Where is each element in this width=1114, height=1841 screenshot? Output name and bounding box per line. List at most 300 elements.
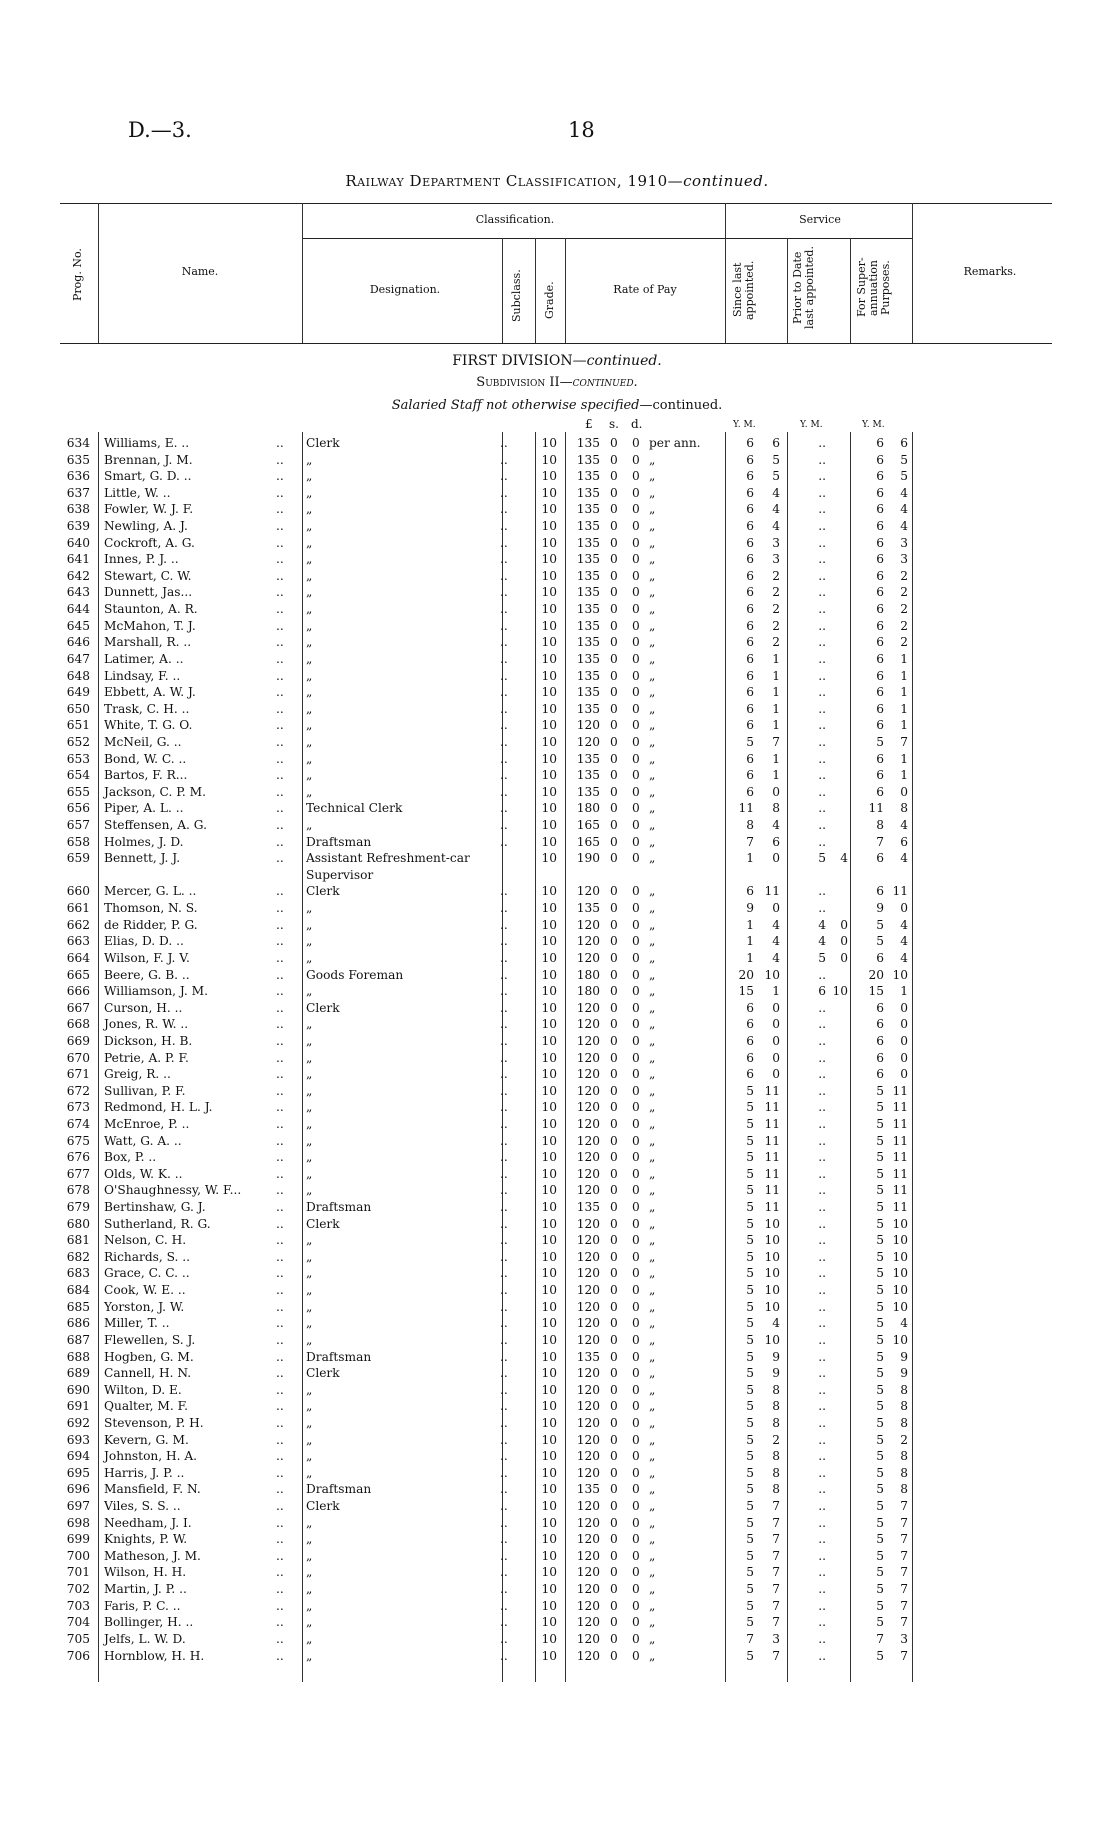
employee-name: Smart, G. D. .. xyxy=(104,469,192,484)
pay-shillings: 0 xyxy=(610,718,618,733)
since-months: 10 xyxy=(764,1332,780,1347)
table-row xyxy=(0,1199,1114,1216)
prior-years: .. xyxy=(818,1366,826,1381)
prior-years: .. xyxy=(818,718,826,733)
super-months: 7 xyxy=(900,1499,908,1514)
pay-shillings: 0 xyxy=(610,519,618,534)
prior-years: .. xyxy=(818,469,826,484)
since-years: 5 xyxy=(746,1532,754,1547)
table-row xyxy=(0,535,1114,552)
leader-dots: .. xyxy=(500,1449,508,1464)
col-remarks: Remarks. xyxy=(963,265,1017,278)
leader-dots: .. xyxy=(500,1083,508,1098)
pay-period: „ xyxy=(649,901,656,916)
grade: 10 xyxy=(541,1233,557,1248)
pay-shillings: 0 xyxy=(610,436,618,450)
prog-no: 667 xyxy=(66,1000,90,1015)
grade: 10 xyxy=(541,950,557,965)
since-months: 2 xyxy=(772,568,780,583)
prior-years: .. xyxy=(818,1515,826,1530)
employee-name: Bartos, F. R... xyxy=(104,768,188,783)
prog-no: 682 xyxy=(66,1249,90,1264)
employee-name: Williams, E. .. xyxy=(104,436,190,450)
since-years: 8 xyxy=(746,818,754,833)
prior-years: .. xyxy=(818,967,826,982)
pay-shillings: 0 xyxy=(610,734,618,749)
leader-dots: .. xyxy=(500,469,508,484)
designation: „ xyxy=(306,1548,313,1563)
pay-pounds: 120 xyxy=(576,917,600,932)
designation: „ xyxy=(306,502,313,517)
pay-shillings: 0 xyxy=(610,1050,618,1065)
since-years: 1 xyxy=(746,851,754,866)
pay-period: „ xyxy=(649,502,656,517)
prog-no: 641 xyxy=(66,552,90,567)
leader-dots: .. xyxy=(276,1299,284,1314)
prog-no: 690 xyxy=(66,1382,90,1397)
super-months: 11 xyxy=(892,1100,908,1115)
pay-period: „ xyxy=(649,1382,656,1397)
table-row xyxy=(0,1282,1114,1299)
prog-no: 658 xyxy=(66,834,90,849)
super-months: 11 xyxy=(892,1183,908,1198)
grade: 10 xyxy=(541,1299,557,1314)
prior-years: .. xyxy=(818,884,826,899)
pay-period: „ xyxy=(649,635,656,650)
designation: „ xyxy=(306,1083,313,1098)
pay-period: „ xyxy=(649,1332,656,1347)
designation: „ xyxy=(306,1598,313,1613)
table-row xyxy=(0,1066,1114,1083)
prior-years: .. xyxy=(818,801,826,816)
page-title: Railway Department Classification, 1910—continued. xyxy=(345,172,769,190)
employee-name: Cannell, H. N. xyxy=(104,1366,192,1381)
pay-period: „ xyxy=(649,1233,656,1248)
pay-pence: 0 xyxy=(632,1316,640,1331)
super-years: 5 xyxy=(876,1133,884,1148)
since-months: 2 xyxy=(772,635,780,650)
employee-name: Bollinger, H. .. xyxy=(104,1615,194,1630)
grade: 10 xyxy=(541,535,557,550)
pay-shillings: 0 xyxy=(610,651,618,666)
since-months: 11 xyxy=(764,1083,780,1098)
prior-years: .. xyxy=(818,1449,826,1464)
table-row xyxy=(0,452,1114,469)
since-years: 5 xyxy=(746,1316,754,1331)
since-years: 1 xyxy=(746,917,754,932)
pay-pence: 0 xyxy=(632,1465,640,1480)
super-months: 11 xyxy=(892,1200,908,1215)
since-years: 6 xyxy=(746,768,754,783)
pay-period: „ xyxy=(649,651,656,666)
designation: Clerk xyxy=(306,884,340,899)
pay-pounds: 120 xyxy=(576,1233,600,1248)
since-months: 11 xyxy=(764,884,780,899)
pay-pounds: 135 xyxy=(576,768,600,783)
since-months: 4 xyxy=(772,818,780,833)
super-months: 8 xyxy=(900,1482,908,1497)
table-row xyxy=(0,1116,1114,1133)
designation: „ xyxy=(306,1515,313,1530)
pay-shillings: 0 xyxy=(610,1415,618,1430)
designation: „ xyxy=(306,668,313,683)
super-years: 6 xyxy=(876,568,884,583)
since-months: 7 xyxy=(772,734,780,749)
pay-pence: 0 xyxy=(632,1432,640,1447)
designation: „ xyxy=(306,1582,313,1597)
super-years: 5 xyxy=(876,1615,884,1630)
employee-name: McMahon, T. J. xyxy=(104,618,196,633)
prior-years: .. xyxy=(818,1050,826,1065)
pay-pence: 0 xyxy=(632,436,640,450)
employee-name: Beere, G. B. .. xyxy=(104,967,190,982)
pay-pounds: 180 xyxy=(576,801,600,816)
unit-pence: d. xyxy=(631,417,643,431)
pay-shillings: 0 xyxy=(610,535,618,550)
grade: 10 xyxy=(541,967,557,982)
pay-pence: 0 xyxy=(632,701,640,716)
col-divider-4 xyxy=(535,238,536,343)
leader-dots: .. xyxy=(276,1000,284,1015)
pay-shillings: 0 xyxy=(610,502,618,517)
prog-no: 642 xyxy=(66,568,90,583)
grade: 10 xyxy=(541,784,557,799)
super-months: 2 xyxy=(900,568,908,583)
leader-dots: .. xyxy=(500,436,508,450)
table-row xyxy=(0,551,1114,568)
super-months: 4 xyxy=(900,917,908,932)
table-row xyxy=(0,784,1114,801)
prog-no: 685 xyxy=(66,1299,90,1314)
pay-shillings: 0 xyxy=(610,1266,618,1281)
since-months: 0 xyxy=(772,1033,780,1048)
pay-pounds: 120 xyxy=(576,1366,600,1381)
super-months: 11 xyxy=(892,1117,908,1131)
prog-no: 660 xyxy=(66,884,90,899)
leader-dots: .. xyxy=(500,801,508,816)
super-months: 8 xyxy=(900,1449,908,1464)
super-months: 10 xyxy=(892,1249,908,1264)
since-months: 2 xyxy=(772,585,780,600)
pay-shillings: 0 xyxy=(610,1233,618,1248)
employee-name: Fowler, W. J. F. xyxy=(104,502,194,517)
super-months: 8 xyxy=(900,1399,908,1414)
pay-pounds: 120 xyxy=(576,1150,600,1165)
pay-pence: 0 xyxy=(632,984,640,999)
grade: 10 xyxy=(541,1216,557,1231)
pay-pence: 0 xyxy=(632,884,640,899)
pay-pence: 0 xyxy=(632,1648,640,1663)
designation: „ xyxy=(306,1067,313,1082)
grade: 10 xyxy=(541,1349,557,1364)
table-row xyxy=(0,1232,1114,1249)
pay-pence: 0 xyxy=(632,901,640,916)
super-months: 0 xyxy=(900,784,908,799)
since-months: 1 xyxy=(772,768,780,783)
table-row xyxy=(0,684,1114,701)
leader-dots: .. xyxy=(500,568,508,583)
table-row xyxy=(0,1614,1114,1631)
table-row xyxy=(0,1564,1114,1581)
since-years: 5 xyxy=(746,1482,754,1497)
prior-years: .. xyxy=(818,685,826,700)
super-years: 6 xyxy=(876,768,884,783)
since-months: 0 xyxy=(772,1000,780,1015)
super-months: 0 xyxy=(900,1067,908,1082)
prog-no: 645 xyxy=(66,618,90,633)
table-row xyxy=(0,967,1114,984)
since-years: 6 xyxy=(746,701,754,716)
grade: 10 xyxy=(541,1532,557,1547)
super-years: 5 xyxy=(876,1332,884,1347)
prior-years: .. xyxy=(818,1432,826,1447)
pay-shillings: 0 xyxy=(610,1465,618,1480)
super-months: 5 xyxy=(900,452,908,467)
pay-shillings: 0 xyxy=(610,1200,618,1215)
pay-pounds: 135 xyxy=(576,485,600,500)
super-years: 6 xyxy=(876,452,884,467)
pay-period: „ xyxy=(649,1050,656,1065)
since-months: 1 xyxy=(772,751,780,766)
pay-period: „ xyxy=(649,818,656,833)
since-years: 6 xyxy=(746,685,754,700)
pay-pence: 0 xyxy=(632,1299,640,1314)
title-dash: — xyxy=(667,172,684,190)
pay-pounds: 165 xyxy=(576,834,600,849)
grade: 10 xyxy=(541,1415,557,1430)
prior-years: .. xyxy=(818,701,826,716)
table-row xyxy=(0,850,1114,883)
prior-years: .. xyxy=(818,1382,826,1397)
grade: 10 xyxy=(541,1565,557,1580)
pay-shillings: 0 xyxy=(610,1150,618,1165)
designation: „ xyxy=(306,917,313,932)
col-divider-5 xyxy=(565,238,566,343)
since-years: 6 xyxy=(746,535,754,550)
since-months: 8 xyxy=(772,1399,780,1414)
prog-no: 666 xyxy=(66,984,90,999)
super-months: 4 xyxy=(900,1316,908,1331)
employee-name: Hogben, G. M. xyxy=(104,1349,194,1364)
super-months: 0 xyxy=(900,1000,908,1015)
leader-dots: .. xyxy=(500,967,508,982)
prog-no: 646 xyxy=(66,635,90,650)
staff-heading xyxy=(0,398,1114,413)
super-months: 10 xyxy=(892,1233,908,1248)
document-reference: D.—3. xyxy=(128,118,192,142)
super-years: 5 xyxy=(876,1349,884,1364)
prior-years: .. xyxy=(818,1615,826,1630)
grade: 10 xyxy=(541,1548,557,1563)
super-years: 5 xyxy=(876,1366,884,1381)
table-row xyxy=(0,900,1114,917)
pay-pence: 0 xyxy=(632,834,640,849)
pay-pence: 0 xyxy=(632,967,640,982)
since-months: 2 xyxy=(772,602,780,617)
since-years: 6 xyxy=(746,718,754,733)
leader-dots: .. xyxy=(276,1548,284,1563)
designation: „ xyxy=(306,718,313,733)
employee-name: Curson, H. .. xyxy=(104,1000,183,1015)
super-months: 5 xyxy=(900,469,908,484)
pay-pounds: 135 xyxy=(576,552,600,567)
table-row xyxy=(0,1432,1114,1449)
since-months: 3 xyxy=(772,535,780,550)
pay-pounds: 120 xyxy=(576,1166,600,1181)
pay-period: „ xyxy=(649,1648,656,1663)
pay-shillings: 0 xyxy=(610,1449,618,1464)
pay-shillings: 0 xyxy=(610,1299,618,1314)
prior-years: .. xyxy=(818,1067,826,1082)
designation: „ xyxy=(306,1266,313,1281)
since-years: 5 xyxy=(746,1565,754,1580)
prior-years: .. xyxy=(818,568,826,583)
table-row xyxy=(0,883,1114,900)
prog-no: 663 xyxy=(66,934,90,949)
pay-period: „ xyxy=(649,967,656,982)
pay-pounds: 120 xyxy=(576,1432,600,1447)
pay-shillings: 0 xyxy=(610,1499,618,1514)
designation: „ xyxy=(306,585,313,600)
grade: 10 xyxy=(541,801,557,816)
super-years: 5 xyxy=(876,1117,884,1131)
pay-period: „ xyxy=(649,751,656,766)
leader-dots: .. xyxy=(276,1382,284,1397)
staff-heading-continued: —continued. xyxy=(639,398,723,413)
super-years: 6 xyxy=(876,668,884,683)
pay-shillings: 0 xyxy=(610,1133,618,1148)
prior-years: .. xyxy=(818,734,826,749)
pay-pounds: 120 xyxy=(576,1382,600,1397)
pay-pence: 0 xyxy=(632,768,640,783)
leader-dots: .. xyxy=(276,718,284,733)
since-months: 11 xyxy=(764,1166,780,1181)
pay-shillings: 0 xyxy=(610,917,618,932)
col-superannuation: For Super-annuation Purposes. xyxy=(855,257,892,318)
grade: 10 xyxy=(541,585,557,600)
grade: 10 xyxy=(541,635,557,650)
staff-table-body xyxy=(0,435,1114,1664)
pay-pence: 0 xyxy=(632,1050,640,1065)
since-years: 5 xyxy=(746,1083,754,1098)
pay-period: „ xyxy=(649,1000,656,1015)
pay-period: „ xyxy=(649,1150,656,1165)
prior-years: .. xyxy=(818,1415,826,1430)
designation: Technical Clerk xyxy=(306,801,403,816)
super-months: 3 xyxy=(900,1631,908,1646)
prior-years: .. xyxy=(818,1266,826,1281)
pay-pounds: 120 xyxy=(576,1083,600,1098)
pay-shillings: 0 xyxy=(610,469,618,484)
leader-dots: .. xyxy=(500,1548,508,1563)
prog-no: 643 xyxy=(66,585,90,600)
super-years: 5 xyxy=(876,1316,884,1331)
super-months: 2 xyxy=(900,585,908,600)
grade: 10 xyxy=(541,668,557,683)
prog-no: 640 xyxy=(66,535,90,550)
super-years: 6 xyxy=(876,751,884,766)
since-months: 11 xyxy=(764,1200,780,1215)
employee-name: Kevern, G. M. xyxy=(104,1432,189,1447)
employee-name: Staunton, A. R. xyxy=(104,602,198,617)
leader-dots: .. xyxy=(500,1432,508,1447)
table-row xyxy=(0,1249,1114,1266)
prior-years: .. xyxy=(818,768,826,783)
pay-shillings: 0 xyxy=(610,452,618,467)
employee-name: Mercer, G. L. .. xyxy=(104,884,197,899)
employee-name: Matheson, J. M. xyxy=(104,1548,201,1563)
leader-dots: .. xyxy=(500,917,508,932)
leader-dots: .. xyxy=(276,485,284,500)
pay-shillings: 0 xyxy=(610,1548,618,1563)
prior-years: .. xyxy=(818,1332,826,1347)
pay-pounds: 190 xyxy=(576,851,600,866)
employee-name: Johnston, H. A. xyxy=(104,1449,198,1464)
pay-pence: 0 xyxy=(632,1249,640,1264)
col-divider-8 xyxy=(850,238,851,343)
since-years: 5 xyxy=(746,1216,754,1231)
pay-period: „ xyxy=(649,535,656,550)
employee-name: Olds, W. K. .. xyxy=(104,1166,183,1181)
col-subclass: Subclass. xyxy=(510,269,523,323)
prior-years: .. xyxy=(818,602,826,617)
employee-name: Martin, J. P. .. xyxy=(104,1582,187,1597)
since-years: 7 xyxy=(746,834,754,849)
prog-no: 703 xyxy=(66,1598,90,1613)
leader-dots: .. xyxy=(276,884,284,899)
since-years: 6 xyxy=(746,585,754,600)
prior-years: .. xyxy=(818,1216,826,1231)
pay-shillings: 0 xyxy=(610,1083,618,1098)
pay-pence: 0 xyxy=(632,685,640,700)
super-months: 10 xyxy=(892,1299,908,1314)
prior-years: .. xyxy=(818,502,826,517)
grade: 10 xyxy=(541,1382,557,1397)
pay-period: „ xyxy=(649,934,656,949)
prior-months: 10 xyxy=(832,984,848,999)
employee-name: Petrie, A. P. F. xyxy=(104,1050,189,1065)
prior-years: .. xyxy=(818,1399,826,1414)
leader-dots: .. xyxy=(276,469,284,484)
since-months: 10 xyxy=(764,1299,780,1314)
since-years: 1 xyxy=(746,950,754,965)
super-years: 5 xyxy=(876,1565,884,1580)
super-years: 6 xyxy=(876,585,884,600)
since-months: 10 xyxy=(764,1266,780,1281)
leader-dots: .. xyxy=(276,1499,284,1514)
employee-name: Viles, S. S. .. xyxy=(104,1499,181,1514)
super-months: 1 xyxy=(900,751,908,766)
super-months: 10 xyxy=(892,1332,908,1347)
leader-dots: .. xyxy=(276,1415,284,1430)
super-years: 6 xyxy=(876,485,884,500)
super-months: 11 xyxy=(892,884,908,899)
grade: 10 xyxy=(541,519,557,534)
table-row xyxy=(0,950,1114,967)
pay-pounds: 135 xyxy=(576,901,600,916)
super-years: 5 xyxy=(876,934,884,949)
grade: 10 xyxy=(541,1615,557,1630)
table-row xyxy=(0,435,1114,452)
pay-pounds: 120 xyxy=(576,1050,600,1065)
since-months: 6 xyxy=(772,436,780,450)
prior-years: .. xyxy=(818,1150,826,1165)
super-years: 6 xyxy=(876,718,884,733)
table-row xyxy=(0,1149,1114,1166)
pay-pence: 0 xyxy=(632,1515,640,1530)
pay-pence: 0 xyxy=(632,1449,640,1464)
designation: „ xyxy=(306,1017,313,1032)
